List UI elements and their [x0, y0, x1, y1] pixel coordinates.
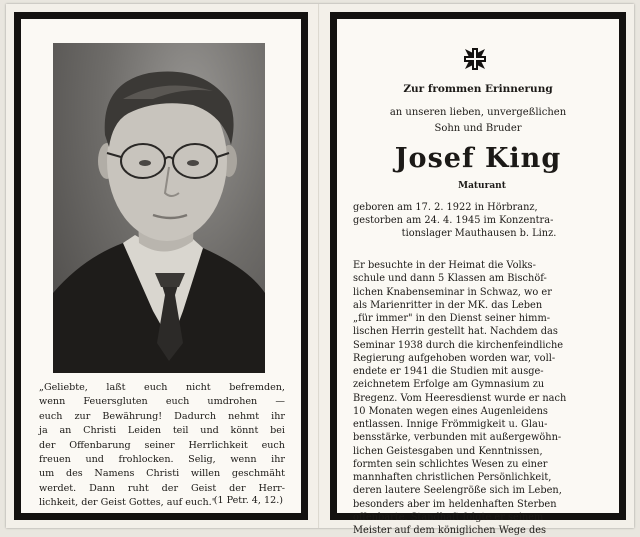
- life-line: tionslager Mauthausen b. Linz.: [401, 228, 557, 240]
- right-panel: [330, 12, 626, 536]
- biography-text: [353, 259, 605, 537]
- deceased-title: Maturant: [458, 181, 506, 191]
- bio-line: entlassen. Innige Frömmigkeit u. Glau-: [353, 419, 548, 430]
- bio-line: bensstärke, verbunden mit außergewöhn-: [353, 432, 562, 444]
- life-line: geboren am 17. 2. 1922 in Hörbranz,: [353, 202, 538, 213]
- bio-line: lischen Herrin gestellt hat. Nachdem das: [353, 326, 558, 338]
- bio-line: endete er 1941 die Studien mit ausge-: [353, 366, 544, 377]
- bio-line: lichen Geistesgaben und Kenntnissen,: [353, 445, 543, 457]
- portrait-photo: [53, 43, 265, 373]
- bio-line: „für immer" in den Dienst seiner himm-: [353, 313, 551, 324]
- bio-line: Meister auf dem königlichen Wege des: [353, 525, 547, 536]
- bio-line: offenbarte. Standhaft folgte er seinem: [353, 511, 544, 523]
- verse-line: „Geliebte, laßt euch nicht befremden,: [39, 382, 285, 393]
- bio-line: zeichnetem Erfolge am Gymnasium zu: [353, 379, 545, 391]
- portrait-image: [53, 43, 265, 373]
- bio-line: Er besuchte in der Heimat die Volks-: [353, 260, 536, 271]
- left-panel: [14, 12, 308, 520]
- verse-line: um des Namens Christi willen geschmäht: [39, 468, 285, 480]
- verse-line: freuen und frohlocken. Selig, wenn ihr: [39, 454, 285, 466]
- verse-line: werdet. Dann ruht der Geist der Herr-: [39, 482, 285, 494]
- life-line: gestorben am 24. 4. 1945 im Konzentra-: [353, 215, 554, 227]
- life-dates: [353, 201, 605, 241]
- bio-line: als Marienritter in der MK. das Leben: [353, 299, 543, 311]
- verse-reference: (1 Petr. 4, 12.): [213, 495, 283, 506]
- verse-line: ja an Christi Leiden teil und könnt bei: [39, 425, 285, 437]
- bio-line: besonders aber im heldenhaften Sterben: [353, 498, 557, 510]
- bio-line: mannhaften christlichen Persönlichkeit,: [353, 472, 552, 483]
- relation-line: Sohn und Bruder: [434, 123, 522, 134]
- verse-line: wenn Feuersgluten euch umdrohen —: [39, 396, 285, 408]
- dedication-line: an unseren lieben, unvergeßlichen: [389, 107, 567, 118]
- bio-line: Bregenz. Vom Heeresdienst wurde er nach: [353, 392, 567, 404]
- bio-line: schule und dann 5 Klassen am Bischöf-: [353, 273, 547, 285]
- iron-cross-icon: [463, 47, 487, 71]
- bio-line: deren lautere Seelengröße sich im Leben,: [353, 485, 562, 497]
- verse-text: [39, 381, 285, 511]
- bio-line: Regierung aufgehoben worden war, voll-: [353, 352, 556, 364]
- card-fold: [318, 4, 320, 528]
- verse-line: lichkeit, der Geist Gottes, auf euch.": [39, 497, 217, 509]
- verse-line: der Offenbarung seiner Herrlichkeit euch: [39, 439, 285, 451]
- bio-line: Seminar 1938 durch die kirchenfeindliche: [353, 339, 564, 351]
- deceased-name: Josef King: [394, 143, 562, 174]
- verse-line: euch zur Bewährung! Dadurch nehmt ihr: [39, 410, 285, 422]
- memorial-heading: Zur frommen Erinnerung: [403, 83, 553, 95]
- bio-line: formten sein schlichtes Wesen zu einer: [353, 458, 548, 470]
- bio-line: 10 Monaten wegen eines Augenleidens: [353, 405, 548, 417]
- bio-line: lichen Knabenseminar in Schwaz, wo er: [353, 286, 552, 298]
